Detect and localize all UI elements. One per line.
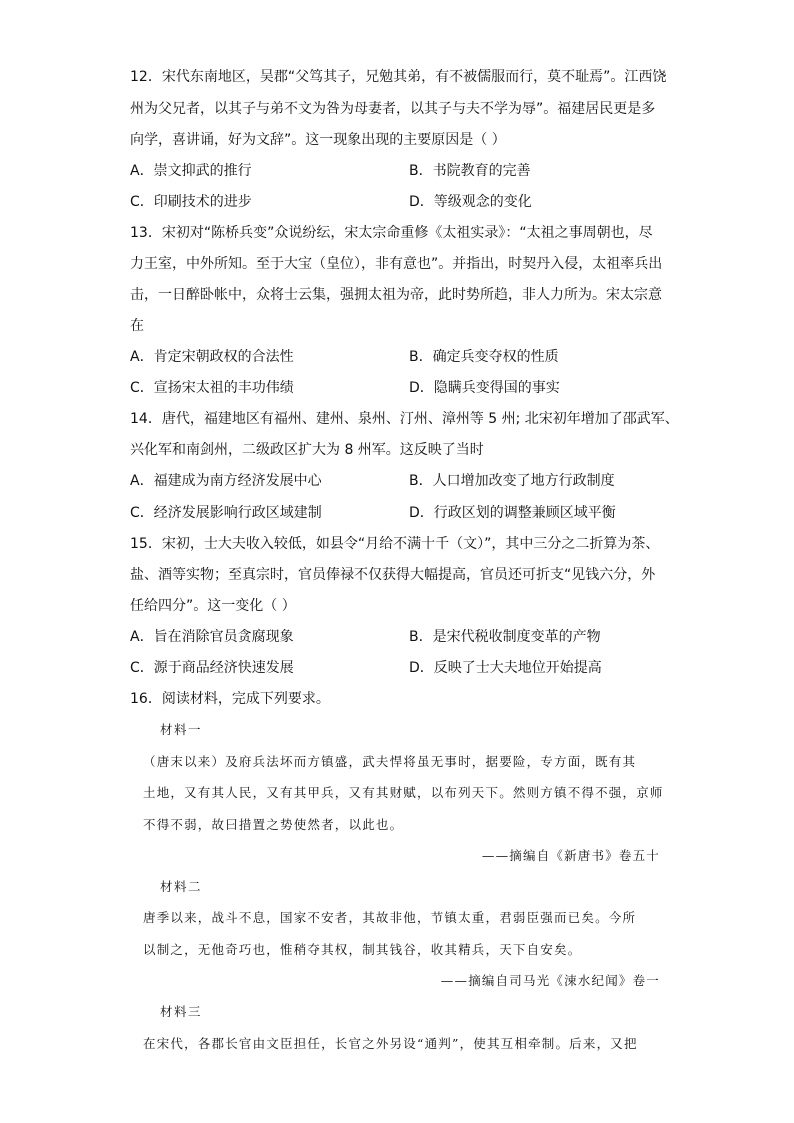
q12-option-a[interactable]: A．崇文抑武的推行 xyxy=(130,163,252,179)
q12-option-d[interactable]: D．等级观念的变化 xyxy=(409,194,532,210)
material-1-source: ——摘编自《新唐书》卷五十 xyxy=(481,848,660,863)
q16-intro: 16．阅读材料，完成下列要求。 xyxy=(130,691,330,707)
q14-line-2: 兴化军和南剑州，二级政区扩大为 8 州军。这反映了当时 xyxy=(130,442,484,458)
material-2-source: ——摘编自司马光《涑水纪闻》卷一 xyxy=(440,973,660,988)
q13-line-3: 击，一日醉卧帐中，众将士云集，强拥太祖为帝，此时势所趋，非人力所为。宋太宗意 xyxy=(130,287,662,303)
material-3-title: 材料三 xyxy=(160,1004,203,1019)
material-1-line-2: 土地，又有其人民，又有其甲兵，又有其财赋，以布列天下。然则方镇不得不强，京师 xyxy=(143,785,664,800)
q12-line-2: 州为父兄者，以其子与弟不文为咎为母妻者，以其子与夫不学为辱”。福建居民更是多 xyxy=(130,101,656,117)
q12-option-c[interactable]: C．印刷技术的进步 xyxy=(130,194,252,210)
q13-option-a[interactable]: A．肯定宋朝政权的合法性 xyxy=(130,349,294,365)
q15-option-a[interactable]: A．旨在消除官员贪腐现象 xyxy=(130,629,294,645)
q13-line-1: 13．宋初对“陈桥兵变”众说纷纭，宋太宗命重修《太祖实录》：“太祖之事周朝也，尽 xyxy=(130,225,653,241)
q15-line-1: 15．宋初，士大夫收入较低，如县令“月给不满十千（文）”，其中三分之二折算为茶、 xyxy=(130,536,660,552)
q12-option-b[interactable]: B．书院教育的完善 xyxy=(409,163,531,179)
q15-line-2: 盐、酒等实物；至真宗时，官员俸禄不仅获得大幅提高，官员还可折支“见钱六分，外 xyxy=(130,567,656,583)
q14-option-c[interactable]: C．经济发展影响行政区域建制 xyxy=(130,505,322,521)
material-2-line-2: 以制之，无他奇巧也，惟稍夺其权，制其钱谷，收其精兵，天下自安矣。 xyxy=(143,942,582,957)
q13-line-4: 在 xyxy=(130,318,144,334)
q14-option-b[interactable]: B．人口增加改变了地方行政制度 xyxy=(409,473,615,489)
material-2-line-1: 唐季以来，战斗不息，国家不安者，其故非他，节镇太重，君弱臣强而已矣。今所 xyxy=(143,910,637,925)
q15-line-3: 任给四分”。这一变化（ ） xyxy=(130,598,296,614)
q15-option-d[interactable]: D．反映了士大夫地位开始提高 xyxy=(409,660,602,676)
q12-line-3: 向学，喜讲诵，好为文辞”。这一现象出现的主要原因是（ ） xyxy=(130,132,506,148)
q14-line-1: 14．唐代，福建地区有福州、建州、泉州、汀州、漳州等 5 州; 北宋初年增加了邵武军、 xyxy=(130,411,679,427)
material-1-title: 材料一 xyxy=(160,722,203,737)
q14-option-d[interactable]: D．行政区划的调整兼顾区域平衡 xyxy=(409,505,616,521)
q15-option-b[interactable]: B．是宋代税收制度变革的产物 xyxy=(409,629,601,645)
material-2-title: 材料二 xyxy=(160,879,203,894)
q14-option-a[interactable]: A．福建成为南方经济发展中心 xyxy=(130,473,322,489)
q13-option-d[interactable]: D．隐瞒兵变得国的事实 xyxy=(409,380,560,396)
q13-line-2: 力王室，中外所知。至于大宝（皇位），非有意也”。并指出，时契丹入侵，太祖率兵出 xyxy=(130,256,663,272)
material-3-line-1: 在宋代，各郡长官由文臣担任，长官之外另设“通判”，使其互相牵制。后来，又把 xyxy=(143,1036,638,1051)
q15-option-c[interactable]: C．源于商品经济快速发展 xyxy=(130,660,294,676)
q12-line-1: 12．宋代东南地区，吴郡“父笃其子，兄勉其弟，有不被儒服而行，莫不耻焉”。江西饶 xyxy=(130,69,667,85)
q13-option-b[interactable]: B．确定兵变夺权的性质 xyxy=(409,349,559,365)
material-1-line-3: 不得不弱，故曰措置之势使然者，以此也。 xyxy=(143,817,404,832)
q13-option-c[interactable]: C．宣扬宋太祖的丰功伟绩 xyxy=(130,380,294,396)
material-1-line-1: （唐末以来）及府兵法坏而方镇盛，武夫悍将虽无事时，据要险，专方面，既有其 xyxy=(143,754,637,769)
